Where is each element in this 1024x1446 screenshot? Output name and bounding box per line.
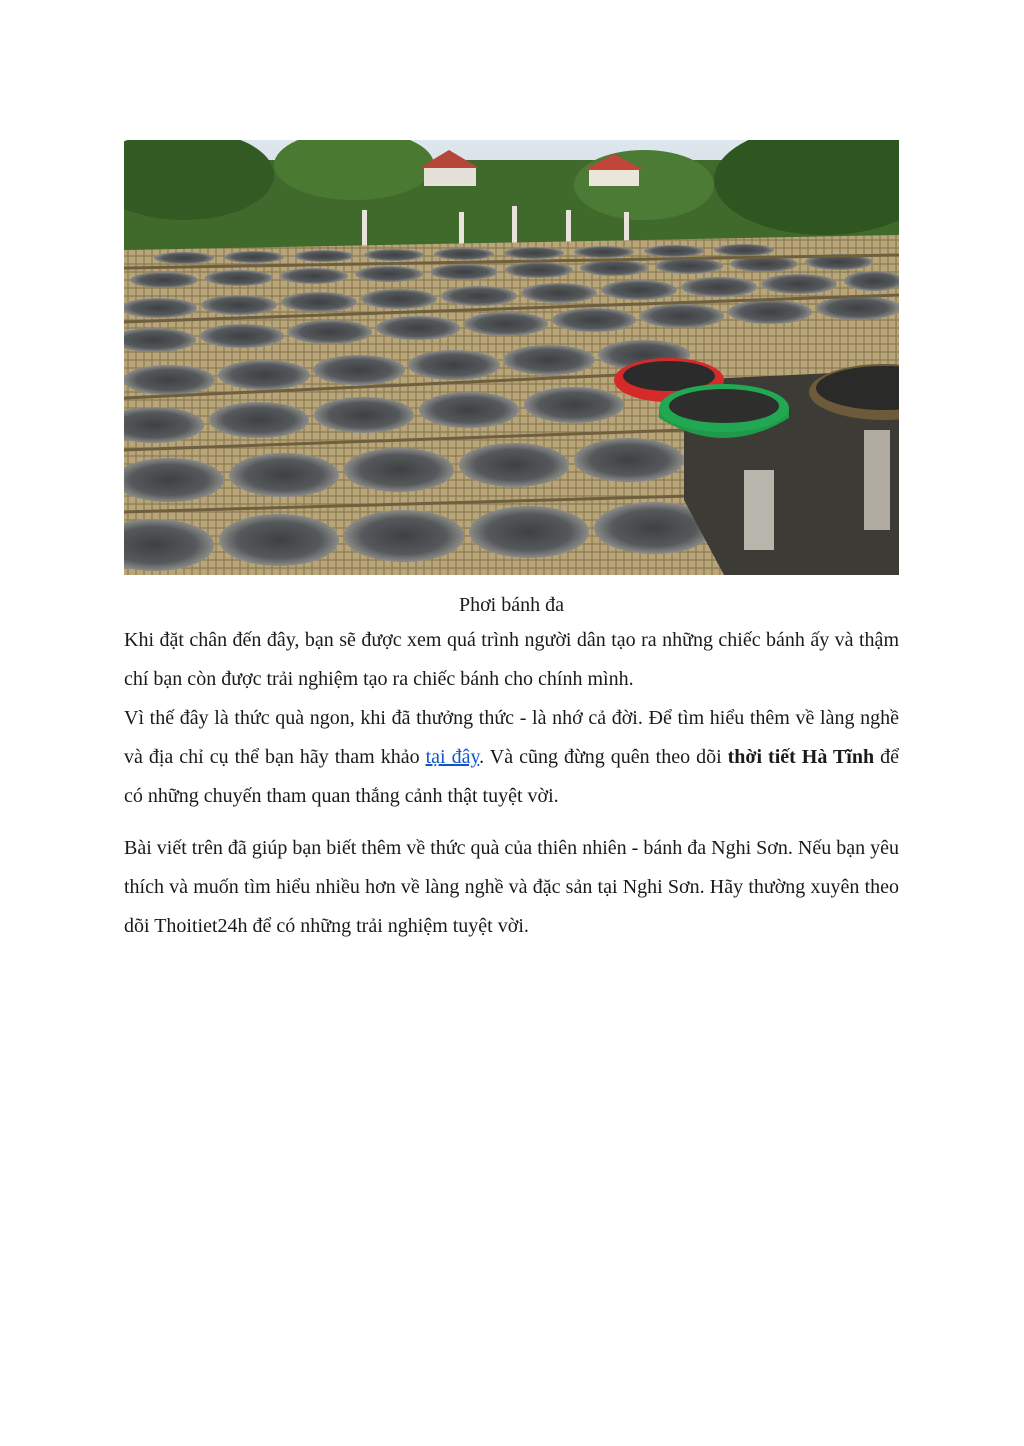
paragraph-2-text-a: Vì thế đây là thức quà ngon, khi đã thưởng thức - là nhớ cả đời. Để tìm hiểu thêm về làng nghề và địa chỉ cụ thể bạn hãy tham khảo	[124, 707, 899, 768]
paragraph-3: Bài viết trên đã giúp bạn biết thêm về thức quà của thiên nhiên - bánh đa Nghi Sơn. Nếu bạn yêu thích và muốn tìm hiểu nhiều hơn về làng nghề và đặc sản tại Nghi Sơn. Hãy thường xuyên theo dõi Thoitiet24h để có những trải nghiệm tuyệt vời.	[124, 837, 899, 937]
weather-keyword: thời tiết Hà Tĩnh	[727, 746, 875, 768]
drying-rice-paper-photo	[124, 140, 899, 575]
paragraph-2-text-c: để có những chuyến tham quan thắng cảnh thật tuyệt vời.	[124, 746, 899, 807]
document-page	[124, 140, 899, 946]
reference-link[interactable]: tại đây	[425, 746, 480, 768]
figure-caption: Phơi bánh đa	[458, 594, 564, 616]
paragraph-1: Khi đặt chân đến đây, bạn sẽ được xem quá trình người dân tạo ra những chiếc bánh ấy và thậm chí bạn còn được trải nghiệm tạo ra chiếc bánh cho chính mình.	[124, 629, 899, 690]
paragraph-2-text-b: . Và cũng đừng quên theo dõi	[479, 746, 728, 768]
paragraph-2	[124, 699, 899, 816]
